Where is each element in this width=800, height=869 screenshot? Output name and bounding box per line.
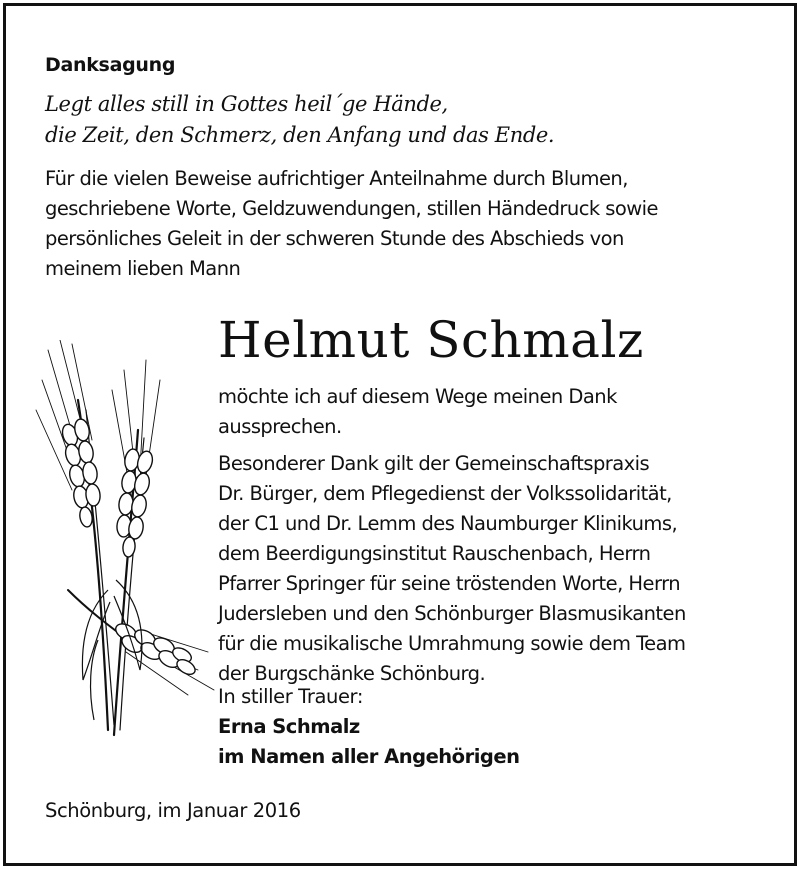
special-thanks-line: für die musikalische Umrahmung sowie dem Team (218, 632, 686, 655)
notice-heading: Danksagung (45, 54, 176, 76)
family-line: im Namen aller Angehörigen (218, 745, 520, 768)
thanks-body (218, 382, 778, 689)
thanks-line: möchte ich auf diesem Wege meinen Dank (218, 385, 617, 408)
deceased-name: Helmut Schmalz (218, 311, 644, 369)
special-thanks-line: Pfarrer Springer für seine tröstenden Worte, Herrn (218, 572, 681, 595)
special-thanks-line: der C1 und Dr. Lemm des Naumburger Klinikums, (218, 512, 678, 535)
signer-name: Erna Schmalz (218, 715, 360, 738)
intro-paragraph (45, 164, 785, 284)
special-thanks-line: der Burgschänke Schönburg. (218, 662, 486, 685)
thanks-line: aussprechen. (218, 415, 342, 438)
intro-line: persönliches Geleit in der schweren Stunde des Abschieds von (45, 227, 624, 250)
special-thanks-line: Judersleben und den Schönburger Blasmusikanten (218, 602, 686, 625)
special-thanks-paragraph (218, 449, 778, 689)
intro-line: geschriebene Worte, Geldzuwendungen, stillen Händedruck sowie (45, 197, 658, 220)
mourning-line: In stiller Trauer: (218, 685, 363, 708)
special-thanks-line: dem Beerdigungsinstitut Rauschenbach, Herrn (218, 542, 651, 565)
verse-line: die Zeit, den Schmerz, den Anfang und das Ende. (45, 123, 555, 147)
wheat-ears-icon (28, 340, 218, 740)
intro-line: meinem lieben Mann (45, 257, 241, 280)
closing-block (218, 682, 519, 772)
thanks-paragraph (218, 382, 778, 442)
intro-line: Für die vielen Beweise aufrichtiger Anteilnahme durch Blumen, (45, 167, 628, 190)
verse-line: Legt alles still in Gottes heil´ge Hände, (45, 92, 448, 116)
special-thanks-line: Besonderer Dank gilt der Gemeinschaftspraxis (218, 452, 650, 475)
special-thanks-line: Dr. Bürger, dem Pflegedienst der Volkssolidarität, (218, 482, 672, 505)
place-date: Schönburg, im Januar 2016 (45, 799, 301, 822)
memorial-verse (45, 89, 554, 151)
